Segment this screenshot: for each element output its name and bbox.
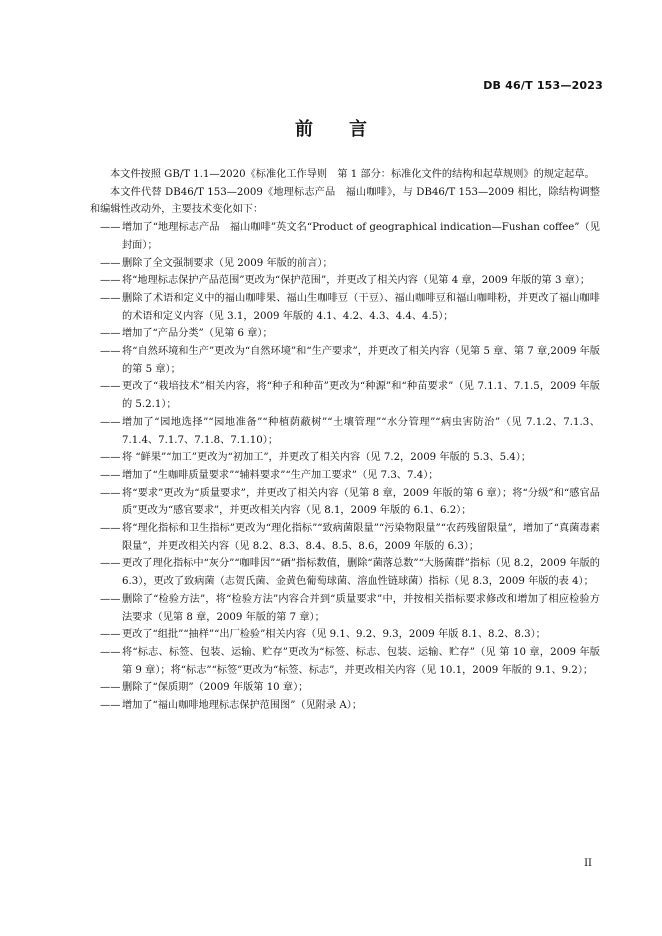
change-item-text: 更改了“栽培技术”相关内容，将“种子和种苗”更改为“种源”和“种苗要求”（见 7.1.1、7.1.5，2009 年版的 5.2.1）； [122,381,600,411]
change-item [90,449,600,467]
dash-marker: —— [100,469,121,481]
change-item [90,378,600,413]
dash-marker: —— [100,452,121,464]
change-item [90,467,600,485]
change-item-text: 增加了“福山咖啡地理标志保护范围图”（见附录 A）； [122,700,363,712]
change-item-text: 将“标志、标签、包装、运输、贮存”更改为“标签、标志、包装、运输、贮存”（见 第 10 章，2009 年版第 9 章）；将“标志”“标签”更改为“标签、标志”，并更改相关内容（见 10.1，2009 年版的 9.1、9.2）； [122,646,600,676]
intro-paragraph: 本文件按照 GB/T 1.1—2020《标准化工作导则 第 1 部分：标准化文件的结构和起草规则》的规定起草。 [110,169,595,180]
change-item-text: 更改了理化指标中“灰分”“咖啡因”“硒”指标数值，删除“菌落总数”“大肠菌群”指标（见 8.2，2009 年版的 6.3），更改了致病菌（志贺氏菌、金黄色葡萄球菌、溶血性链球菌）指标（见 8.3，2009 年版的表 4）； [122,558,600,588]
change-item-text: 增加了“产品分类”（见第 6 章）； [122,328,273,340]
change-item [90,520,600,555]
change-item-text: 删除了“保质期”（2009 年版第 10 章）； [122,682,309,694]
dash-marker: —— [100,381,121,393]
change-item [90,644,600,679]
change-item-text: 更改了“组批”“抽样”“出厂检验”相关内容（见 9.1、9.2、9.3，2009 年版 8.1、8.2、8.3）； [122,629,546,641]
dash-marker: —— [100,700,121,712]
dash-marker: —— [100,646,121,658]
page-title: 前 言 [295,119,367,140]
change-item [90,325,600,343]
change-item-text: 增加了“生咖啡质量要求”“辅料要求”“生产加工要求”（见 7.3、7.4）； [122,469,439,481]
change-item-text: 删除了“检验方法”，将“检验方法”内容合并到“质量要求”中，并按相关指标要求修改和增加了相应检验方法要求（见第 8 章，2009 年版的第 7 章）； [122,593,600,623]
change-item-text: 将“地理标志保护产品范围”更改为“保护范围”，并更改了相关内容（见第 4 章，2009 年版的第 3 章）； [122,275,591,287]
dash-marker: —— [100,328,121,340]
change-item-text: 删除了全文强制要求（见 2009 年版的前言）； [122,257,333,269]
change-item [90,343,600,378]
page-number: II [584,858,592,869]
change-item [90,679,600,697]
standard-code: DB 46/T 153—2023 [483,79,603,92]
dash-marker: —— [100,593,121,605]
change-item-text: 将“要求”更改为“质量要求”，并更改了相关内容（见第 8 章，2009 年版的第 6 章）；将“分级”和“感官品质”更改为“感官要求”，并更改相关内容（见 8.1，2009 年版的 6.1、6.2）； [122,487,600,517]
change-item-text: 将“理化指标和卫生指标”更改为“理化指标”“致病菌限量”“污染物限量”“农药残留限量”，增加了“真菌毒素限量”，并更改相关内容（见 8.2、8.3、8.4、8.5、8.6，2009 年版的 6.3）； [122,523,600,552]
dash-marker: —— [100,558,121,570]
replacement-paragraph: 本文件代替 DB46/T 153—2009《地理标志产品 福山咖啡》，与 DB46/T 153—2009 相比，除结构调整和编辑性改动外，主要技术变化如下： [90,186,600,216]
change-item [90,414,600,449]
dash-marker: —— [100,222,121,234]
change-item-text: 删除了术语和定义中的福山咖啡果、福山生咖啡豆（干豆）、福山咖啡豆和福山咖啡粉，并更改了福山咖啡的术语和定义内容（见 3.1，2009 年版的 4.1、4.2、4.3、4.4、4.5）； [122,292,600,322]
dash-marker: —— [100,292,121,304]
change-item-text: 增加了“地理标志产品 福山咖啡”英文名“Product of geographical indication—Fushan coffee”（见封面）； [122,222,600,251]
change-item [90,255,600,273]
dash-marker: —— [100,416,121,428]
dash-marker: —— [100,523,121,535]
dash-marker: —— [100,682,121,694]
change-item-text: 将 “鲜果”“加工”更改为“初加工”，并更改了相关内容（见 7.2，2009 年版的 5.3、5.4）； [122,452,532,464]
dash-marker: —— [100,257,121,269]
change-item [90,555,600,590]
foreword-body [90,166,600,715]
change-item-text: 将“自然环境和生产”更改为“自然环境”和“生产要求”，并更改了相关内容（见第 5 章、第 7 章,2009 年版的第 5 章）； [122,346,600,375]
change-item [90,219,600,254]
change-item [90,272,600,290]
dash-marker: —— [100,629,121,641]
changes-list [90,219,600,715]
dash-marker: —— [100,275,121,287]
change-item [90,290,600,325]
change-item [90,697,600,715]
change-item [90,626,600,644]
dash-marker: —— [100,487,121,499]
change-item [90,485,600,520]
dash-marker: —— [100,346,121,358]
change-item [90,591,600,626]
change-item-text: 增加了“园地选择”“园地准备”“种植荫蔽树”“土壤管理”“水分管理”“病虫害防治”（见 7.1.2、7.1.3、7.1.4、7.1.7、7.1.8、7.1.10）； [122,416,600,446]
